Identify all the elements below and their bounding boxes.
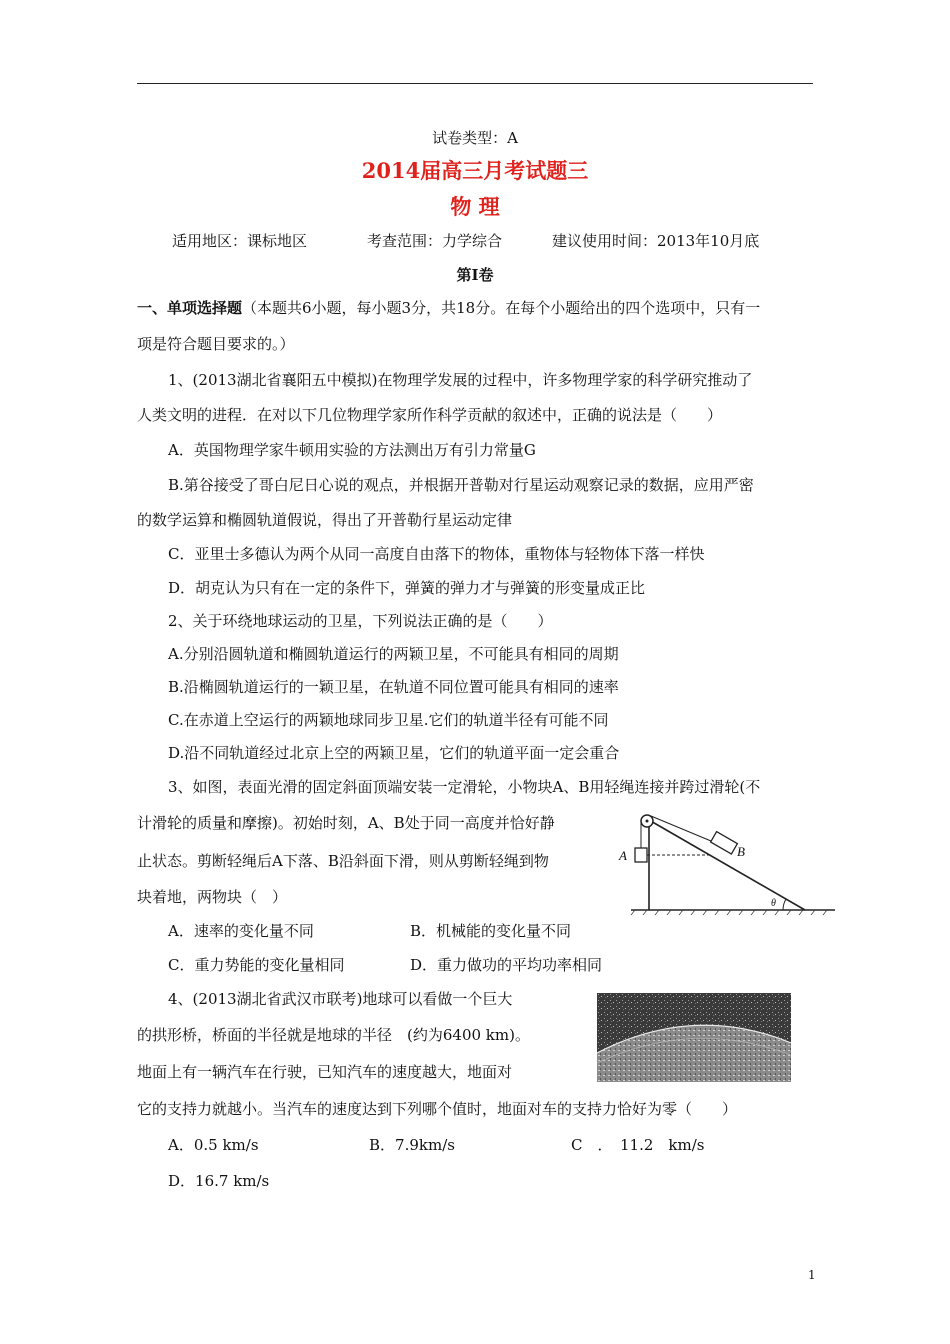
exam-title: 2014届高三月考试题三	[361, 158, 589, 183]
incline-slope	[649, 820, 805, 910]
incline-pulley-diagram	[603, 806, 839, 920]
q4-option-a: A．0.5 km/s	[168, 1136, 259, 1154]
block-a	[635, 848, 647, 862]
volume-heading: 第Ⅰ卷	[456, 266, 494, 284]
q3-option-b: B．机械能的变化量不同	[410, 922, 572, 940]
pulley-axle	[646, 820, 649, 823]
section1-desc: （本题共6小题，每小题3分，共18分。在每个小题给出的四个选项中，只有一	[242, 299, 761, 317]
time-info: 建议使用时间：2013年10月底	[552, 232, 760, 250]
rope-along-incline	[651, 816, 711, 841]
q3-stem-2: 计滑轮的质量和摩擦)。初始时刻，A、B处于同一高度并恰好静	[137, 814, 555, 832]
q4-stem-2: 的拱形桥，桥面的半径就是地球的半径 (约为6400 km)。	[137, 1026, 530, 1044]
q1-stem-1: 1、(2013湖北省襄阳五中模拟)在物理学发展的过程中，许多物理学家的科学研究推动了	[168, 371, 753, 389]
q4-option-d: D．16.7 km/s	[168, 1172, 270, 1190]
section1-desc-2: 项是符合题目要求的。）	[137, 335, 295, 353]
section1-heading: 一、单项选择题	[137, 299, 243, 317]
q1-option-a: A．英国物理学家牛顿用实验的方法测出万有引力常量G	[168, 441, 536, 459]
block-b	[711, 832, 738, 854]
subject-title: 物 理	[450, 194, 500, 219]
scope-info: 考查范围：力学综合	[367, 232, 503, 250]
q2-option-a: A.分别沿圆轨道和椭圆轨道运行的两颖卫星，不可能具有相同的周期	[168, 645, 619, 663]
q1-option-b-2: 的数学运算和椭圆轨道假说，得出了开普勒行星运动定律	[137, 511, 513, 529]
q1-option-b-1: B.第谷接受了哥白尼日心说的观点，并根据开普勒对行星运动观察记录的数据，应用严密	[168, 476, 754, 494]
page-number: 1	[808, 1268, 816, 1282]
label-theta: θ	[771, 898, 776, 909]
earth-arch-image	[597, 993, 791, 1082]
q4-stem-1: 4、(2013湖北省武汉市联考)地球可以看做一个巨大	[168, 990, 513, 1008]
q4-stem-3: 地面上有一辆汽车在行驶，已知汽车的速度越大，地面对	[137, 1063, 513, 1081]
q3-stem-4: 块着地，两物块（ ）	[137, 888, 288, 906]
region-info: 适用地区：课标地区	[172, 232, 308, 250]
q3-stem-1: 3、如图，表面光滑的固定斜面顶端安装一定滑轮，小物块A、B用轻绳连接并跨过滑轮(不	[168, 778, 761, 796]
q4-stem-4: 它的支持力就越小。当汽车的速度达到下列哪个值时，地面对车的支持力恰好为零（ ）	[137, 1100, 738, 1118]
paper-type: 试卷类型：A	[432, 129, 518, 147]
q1-stem-2: 人类文明的进程．在对以下几位物理学家所作科学贡献的叙述中，正确的说法是（ ）	[137, 406, 723, 424]
q3-stem-3: 止状态。剪断轻绳后A下落、B沿斜面下滑，则从剪断轻绳到物	[137, 852, 549, 870]
earth-photo-svg	[597, 993, 791, 1082]
q2-option-c: C.在赤道上空运行的两颖地球同步卫星.它们的轨道半径有可能不同	[168, 711, 609, 729]
q1-option-c: C．亚里士多德认为两个从同一高度自由落下的物体，重物体与轻物体下落一样快	[168, 545, 705, 563]
q2-stem: 2、关于环绕地球运动的卫星，下列说法正确的是（ ）	[168, 612, 553, 630]
q3-option-a: A．速率的变化量不同	[168, 922, 314, 940]
q4-option-c: C ． 11.2 km/s	[571, 1136, 705, 1154]
q2-option-b: B.沿椭圆轨道运行的一颖卫星，在轨道不同位置可能具有相同的速率	[168, 678, 619, 696]
label-a: A	[619, 848, 627, 863]
q1-option-d: D．胡克认为只有在一定的条件下，弹簧的弹力才与弹簧的形变量成正比	[168, 579, 646, 597]
q3-option-c: C．重力势能的变化量相同	[168, 956, 345, 974]
q3-option-d: D．重力做功的平均功率相同	[410, 956, 603, 974]
q2-option-d: D.沿不同轨道经过北京上空的两颖卫星，它们的轨道平面一定会重合	[168, 744, 620, 762]
label-b: B	[737, 844, 745, 859]
header-rule	[137, 83, 813, 84]
section1-intro	[137, 298, 760, 318]
q4-option-b: B．7.9km/s	[369, 1136, 455, 1154]
angle-arc	[783, 899, 786, 910]
